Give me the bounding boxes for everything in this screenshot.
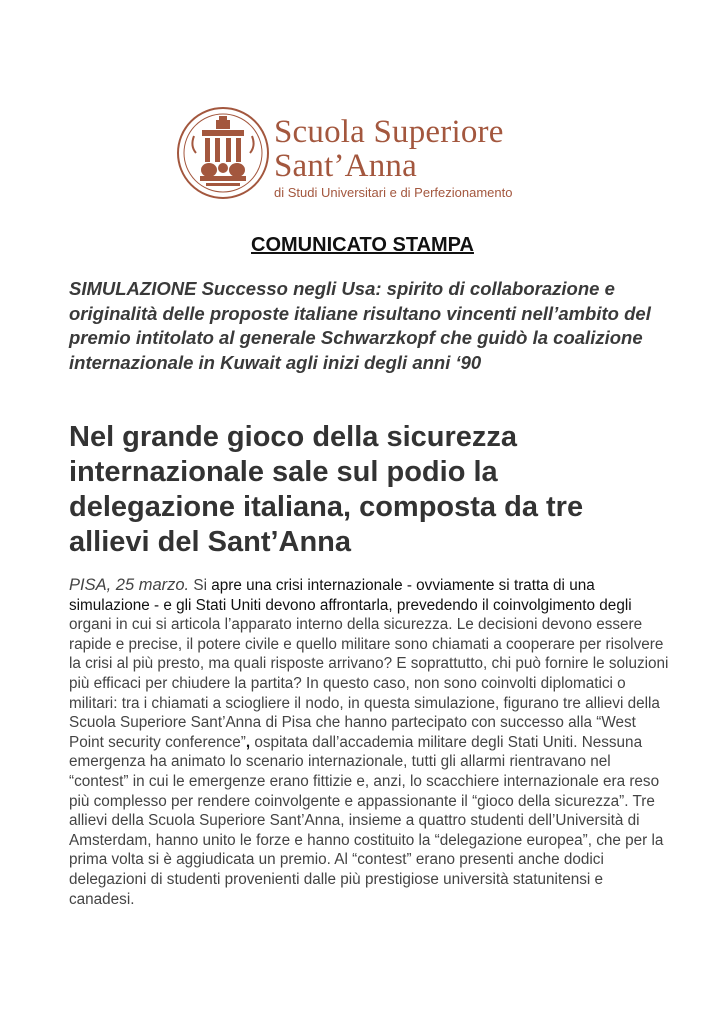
body-paragraph — [69, 576, 669, 909]
body-text-segment: organi in cui si articola l’apparato interno della sicurezza. Le decisioni devono essere rapide e precise, il potere civile e quello militare sono chiamati a cooperare per risolvere la crisi al più presto, ma quali risposte arrivano? E soprattutto, chi può fornire le soluzioni più efficaci per chiudere la partita? In questo caso, non sono coinvolti diplomatici o militari: tra i chiamati a sciogliere il nodo, in questa simulazione, figurano tre allievi della Scuola Superiore Sant’Anna di Pisa che hanno partecipato con successo alla “West Point security conference” — [69, 616, 669, 751]
body-text-segment: ospitata dall’accademia militare degli Stati Uniti — [250, 733, 574, 751]
logo-name-line2: Sant’Anna — [274, 148, 417, 184]
press-release-title: COMUNICATO STAMPA — [251, 234, 474, 256]
school-crest-icon — [176, 106, 270, 200]
dateline: PISA, 25 marzo. — [69, 576, 190, 594]
body-text-segment: . Nessuna emergenza ha animato lo scenario internazionale, tutti gli allarmi rientravano nel “contest” in cui le emergenze erano fittizie e, anzi, lo scacchiere internazionale era reso più complesso per rendere coinvolgente e appassionante il “gioco della sicurezza”. Tre allievi della Scuola Superiore Sant’Anna, insieme a quattro studenti dell’Università di Amsterdam, hanno unito le forze e hanno costituito la “delegazione europea”, che per la prima volta si è aggiudicata un premio. Al “contest” erano presenti anche dodici delegazioni di studenti provenienti dalle più prestigiose università statunitensi e canadesi. — [69, 733, 664, 908]
body-text-segment: apre una crisi internazionale - ovviamente si tratta di una simulazione - e gli Stati Uniti devono affrontarla, prevedendo il coinvolgimento degli — [69, 577, 632, 614]
subtitle: SIMULAZIONE Successo negli Usa: spirito di collaborazione e originalità delle proposte italiane risultano vincenti nell’ambito del premio intitolato al generale Schwarzkopf che guidò la coalizione internazionale in Kuwait agli inizi degli anni ‘90 — [69, 278, 651, 373]
institution-logo — [176, 106, 536, 206]
body-text-segment: , — [245, 733, 251, 751]
logo-name-line1: Scuola Superiore — [274, 114, 504, 150]
headline: Nel grande gioco della sicurezza internazionale sale sul podio la delegazione italiana, composta da tre allievi del Sant’Anna — [69, 421, 584, 558]
logo-tagline: di Studi Universitari e di Perfezionamento — [274, 185, 513, 200]
body-text-segment: Si — [189, 577, 212, 594]
